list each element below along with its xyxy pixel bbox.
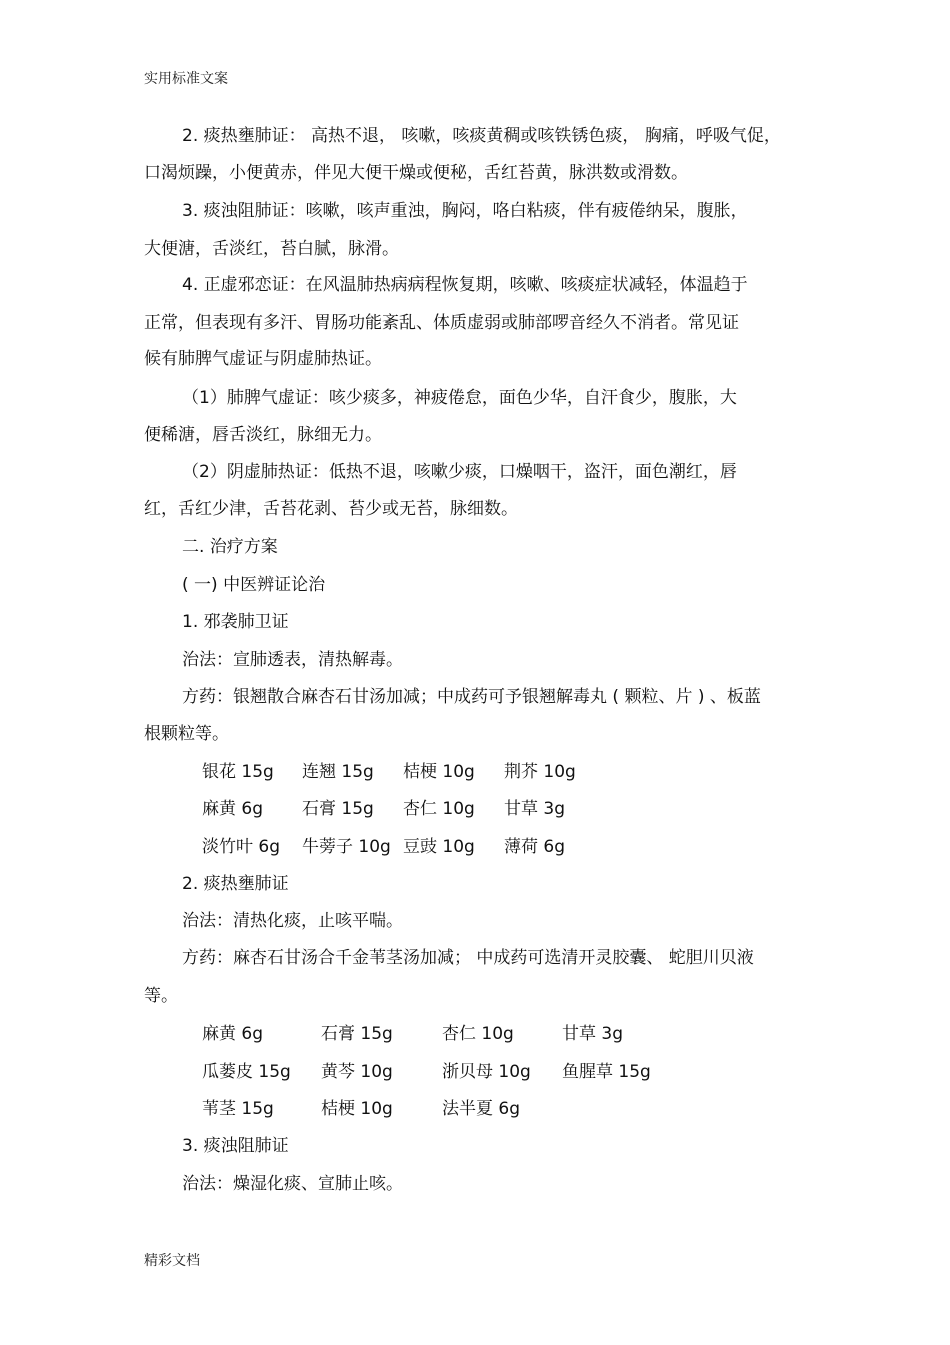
- page-header: 实用标准文案: [144, 71, 228, 87]
- item-heading: 1. 邪袭肺卫证: [182, 612, 289, 632]
- item-heading: 3. 痰浊阻肺证: [182, 1136, 289, 1156]
- herb-item: 豆豉 10g: [403, 837, 475, 857]
- herb-item: 麻黄 6g: [202, 1024, 264, 1044]
- herb-item: 甘草 3g: [562, 1024, 624, 1044]
- herb-item: 杏仁 10g: [442, 1024, 514, 1044]
- item-heading: 2. 痰热壅肺证: [182, 874, 289, 894]
- text-line: 治法：清热化痰，止咳平喘。: [182, 911, 403, 931]
- text-line: 方药：银翘散合麻杏石甘汤加减；中成药可予银翘解毒丸 ( 颗粒、片 ) 、板蓝: [182, 687, 761, 707]
- herb-item: 荆芥 10g: [504, 762, 576, 782]
- herb-item: 法半夏 6g: [442, 1099, 521, 1119]
- text-line: 大便溏，舌淡红，苔白腻，脉滑。: [144, 239, 399, 259]
- herb-item: 浙贝母 10g: [442, 1062, 531, 1082]
- text-line: （2）阴虚肺热证：低热不退，咳嗽少痰，口燥咽干，盗汗，面色潮红，唇: [182, 462, 737, 482]
- text-line: 正常，但表现有多汗、胃肠功能紊乱、体质虚弱或肺部啰音经久不消者。常见证: [144, 313, 739, 333]
- text-line: 根颗粒等。: [144, 724, 229, 744]
- herb-item: 瓜蒌皮 15g: [202, 1062, 291, 1082]
- herb-item: 甘草 3g: [504, 799, 566, 819]
- text-line: 口渴烦躁，小便黄赤，伴见大便干燥或便秘，舌红苔黄，脉洪数或滑数。: [144, 163, 688, 183]
- herb-item: 鱼腥草 15g: [562, 1062, 651, 1082]
- herb-item: 石膏 15g: [302, 799, 374, 819]
- subsection-heading: ( 一) 中医辨证论治: [182, 575, 326, 595]
- text-line: （1）肺脾气虚证：咳少痰多，神疲倦怠，面色少华，自汗食少，腹胀，大: [182, 388, 737, 408]
- text-line: 方药：麻杏石甘汤合千金苇茎汤加减； 中成药可选清开灵胶囊、 蛇胆川贝液: [182, 948, 754, 968]
- text-line: 3. 痰浊阻肺证：咳嗽，咳声重浊，胸闷，咯白粘痰，伴有疲倦纳呆，腹胀，: [182, 201, 748, 221]
- herb-item: 牛蒡子 10g: [302, 837, 391, 857]
- herb-item: 桔梗 10g: [403, 762, 475, 782]
- text-line: 2. 痰热壅肺证： 高热不退， 咳嗽，咳痰黄稠或咳铁锈色痰， 胸痛，呼吸气促，: [182, 126, 781, 146]
- herb-item: 麻黄 6g: [202, 799, 264, 819]
- herb-item: 淡竹叶 6g: [202, 837, 281, 857]
- section-heading: 二. 治疗方案: [182, 537, 278, 557]
- text-line: 4. 正虚邪恋证：在风温肺热病病程恢复期，咳嗽、咳痰症状减轻，体温趋于: [182, 275, 748, 295]
- text-line: 等。: [144, 986, 178, 1006]
- herb-item: 连翘 15g: [302, 762, 374, 782]
- text-line: 候有肺脾气虚证与阴虚肺热证。: [144, 349, 382, 369]
- text-line: 治法：燥湿化痰、宣肺止咳。: [182, 1174, 403, 1194]
- text-line: 治法：宣肺透表，清热解毒。: [182, 650, 403, 670]
- text-line: 红，舌红少津，舌苔花剥、苔少或无苔，脉细数。: [144, 499, 518, 519]
- herb-item: 薄荷 6g: [504, 837, 566, 857]
- herb-item: 苇茎 15g: [202, 1099, 274, 1119]
- text-line: 便稀溏，唇舌淡红，脉细无力。: [144, 425, 382, 445]
- herb-item: 桔梗 10g: [321, 1099, 393, 1119]
- herb-item: 杏仁 10g: [403, 799, 475, 819]
- herb-item: 黄芩 10g: [321, 1062, 393, 1082]
- herb-item: 银花 15g: [202, 762, 274, 782]
- herb-item: 石膏 15g: [321, 1024, 393, 1044]
- page-footer: 精彩文档: [144, 1253, 200, 1269]
